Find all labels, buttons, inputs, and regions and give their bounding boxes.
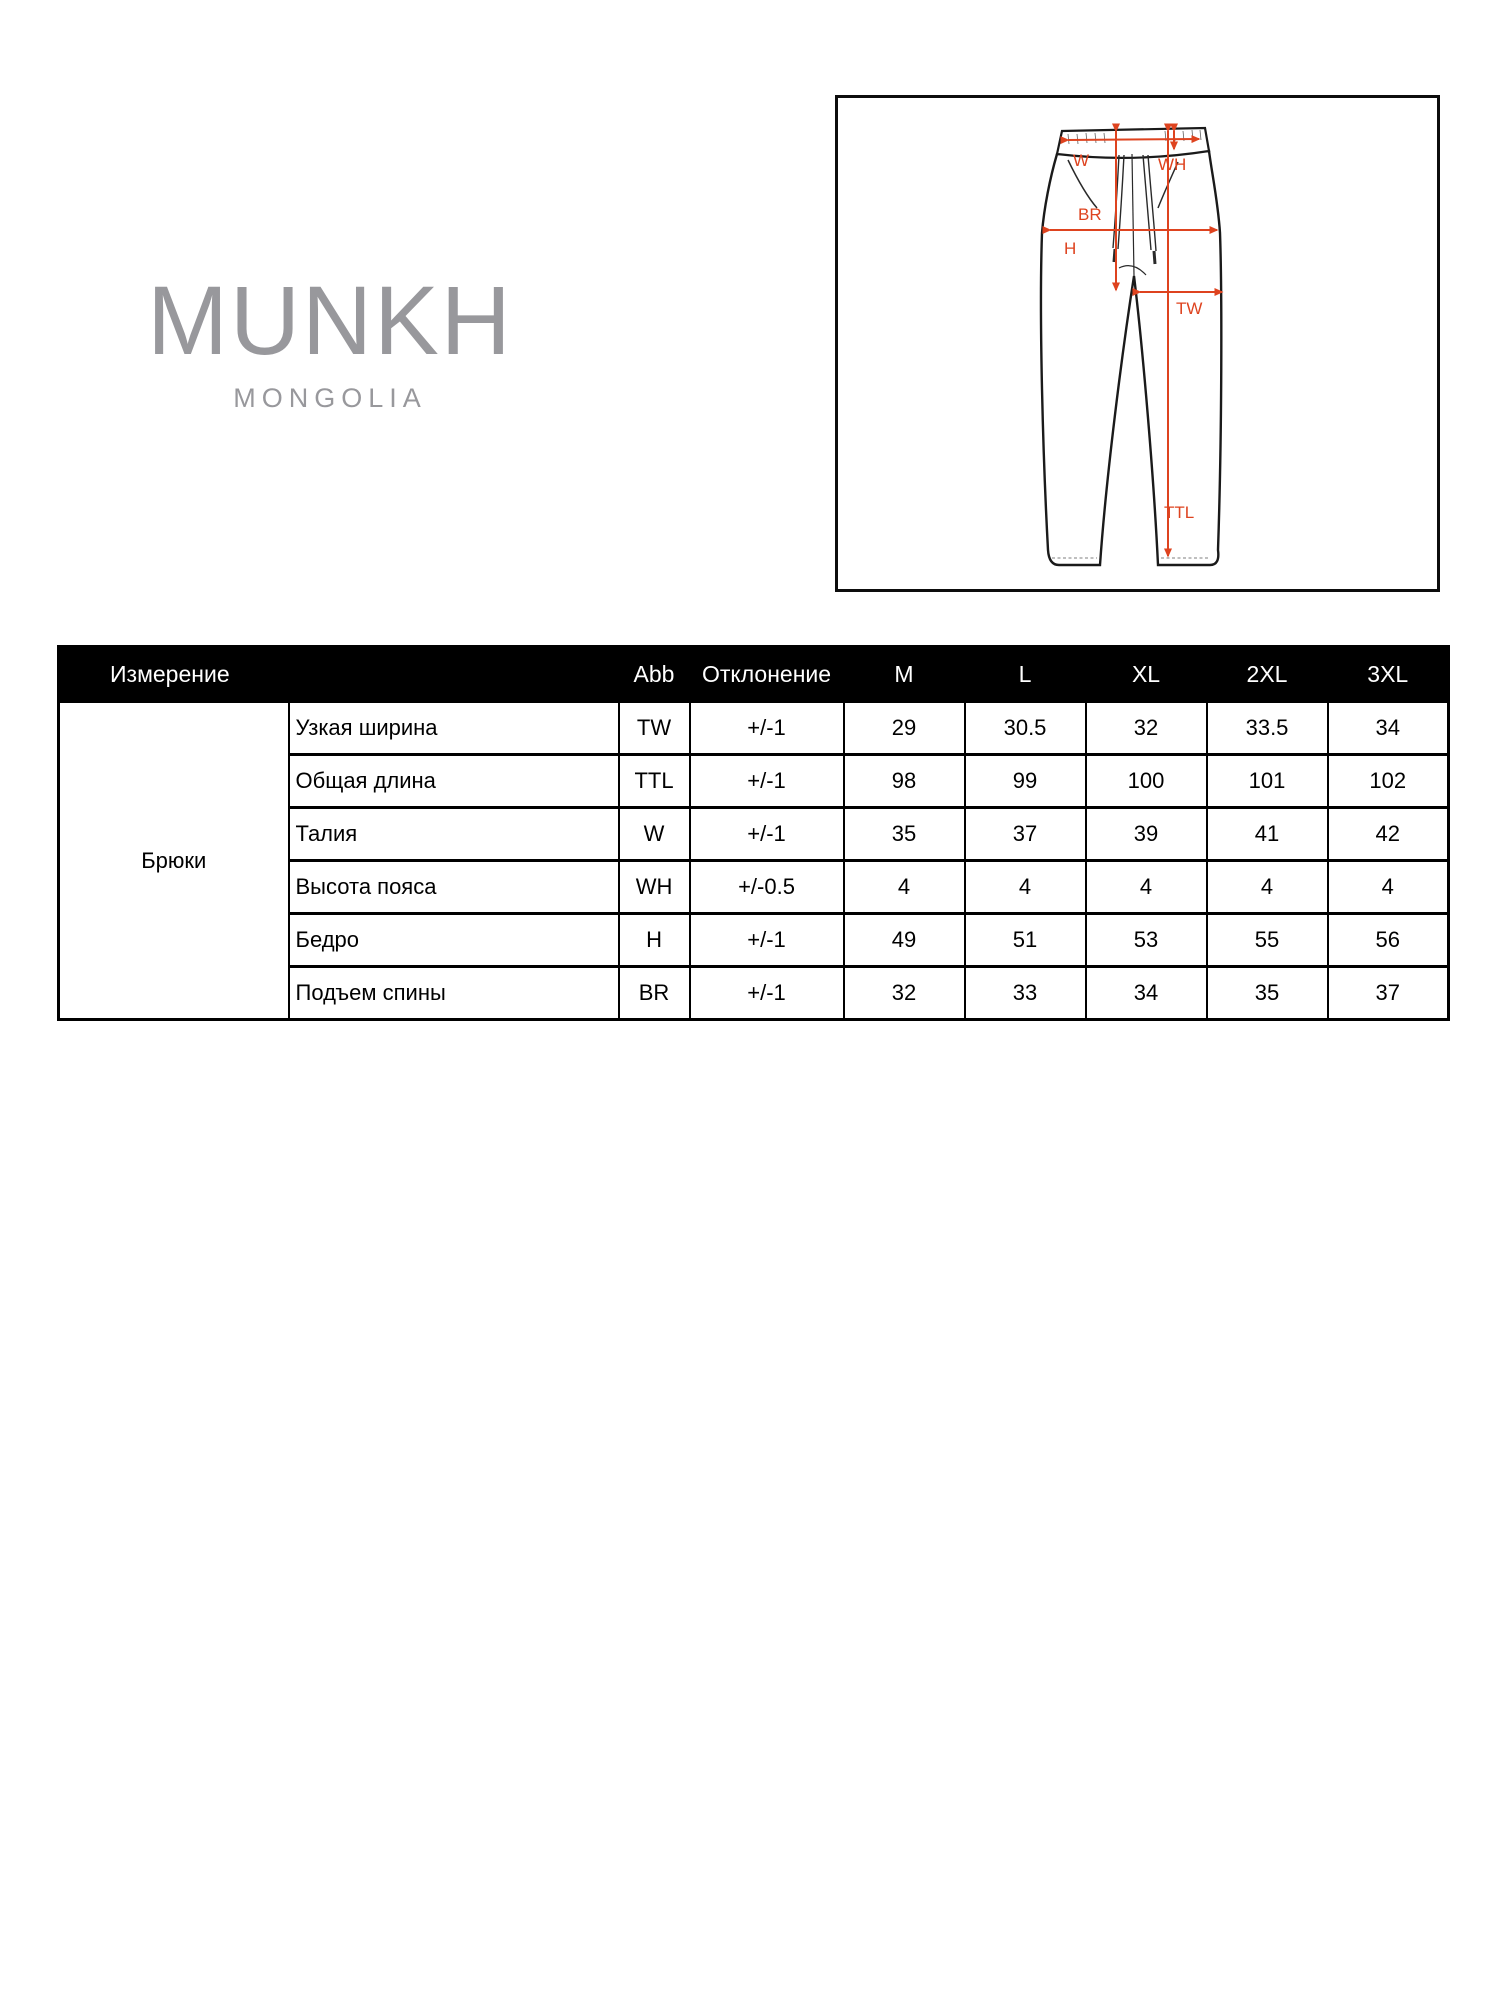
size-value-cell: 34 <box>1328 702 1449 755</box>
deviation-cell: +/-1 <box>690 808 844 861</box>
size-value-cell: 41 <box>1207 808 1328 861</box>
size-value-cell: 33.5 <box>1207 702 1328 755</box>
brand-logo <box>130 266 530 413</box>
size-value-cell: 4 <box>844 861 965 914</box>
size-value-cell: 53 <box>1086 914 1207 967</box>
size-value-cell: 37 <box>965 808 1086 861</box>
measurement-name-cell: Бедро <box>289 914 619 967</box>
waist-arrow <box>1068 139 1199 140</box>
size-value-cell: 49 <box>844 914 965 967</box>
brand-subtitle: MONGOLIA <box>233 383 427 413</box>
size-value-cell: 56 <box>1328 914 1449 967</box>
size-value-cell: 34 <box>1086 967 1207 1020</box>
size-value-cell: 4 <box>1086 861 1207 914</box>
size-value-cell: 33 <box>965 967 1086 1020</box>
deviation-cell: +/-1 <box>690 755 844 808</box>
size-value-cell: 100 <box>1086 755 1207 808</box>
deviation-cell: +/-1 <box>690 702 844 755</box>
waist-label: W <box>1073 151 1090 170</box>
size-value-cell: 102 <box>1328 755 1449 808</box>
measurement-name-cell: Высота пояса <box>289 861 619 914</box>
hip-label: H <box>1064 239 1077 258</box>
pants-measurement-diagram <box>835 95 1440 592</box>
abb-cell: TTL <box>619 755 690 808</box>
measurement-name-cell: Подъем спины <box>289 967 619 1020</box>
header-size-l: L <box>965 647 1086 702</box>
size-value-cell: 35 <box>1207 967 1328 1020</box>
abb-cell: WH <box>619 861 690 914</box>
brand-name: MUNKH <box>147 266 513 375</box>
table-row <box>59 702 1449 755</box>
size-value-cell: 55 <box>1207 914 1328 967</box>
size-chart-table <box>57 645 1450 1021</box>
header-size-3xl: 3XL <box>1328 647 1449 702</box>
header-size-xl: XL <box>1086 647 1207 702</box>
pants-outline <box>1041 128 1221 565</box>
size-value-cell: 51 <box>965 914 1086 967</box>
deviation-cell: +/-1 <box>690 967 844 1020</box>
abb-cell: W <box>619 808 690 861</box>
total-length-label: TTL <box>1164 503 1195 522</box>
header-size-m: M <box>844 647 965 702</box>
size-value-cell: 37 <box>1328 967 1449 1020</box>
size-value-cell: 42 <box>1328 808 1449 861</box>
measurement-name-cell: Узкая ширина <box>289 702 619 755</box>
thigh-width-label: TW <box>1176 299 1203 318</box>
size-value-cell: 39 <box>1086 808 1207 861</box>
size-value-cell: 32 <box>1086 702 1207 755</box>
measurement-name-cell: Талия <box>289 808 619 861</box>
header-size-2xl: 2XL <box>1207 647 1328 702</box>
deviation-cell: +/-1 <box>690 914 844 967</box>
abb-cell: H <box>619 914 690 967</box>
size-value-cell: 32 <box>844 967 965 1020</box>
size-value-cell: 99 <box>965 755 1086 808</box>
pants-diagram-svg <box>838 98 1437 589</box>
size-value-cell: 4 <box>1328 861 1449 914</box>
waistband-height-label: WH <box>1158 155 1187 174</box>
group-label-cell: Брюки <box>59 702 289 1020</box>
size-value-cell: 98 <box>844 755 965 808</box>
size-value-cell: 4 <box>965 861 1086 914</box>
deviation-cell: +/-0.5 <box>690 861 844 914</box>
measurement-name-cell: Общая длина <box>289 755 619 808</box>
header-measurement: Измерение <box>59 647 619 702</box>
header-deviation: Отклонение <box>690 647 844 702</box>
size-value-cell: 35 <box>844 808 965 861</box>
back-rise-label: BR <box>1078 205 1102 224</box>
table-header-row <box>59 647 1449 702</box>
size-value-cell: 4 <box>1207 861 1328 914</box>
size-value-cell: 101 <box>1207 755 1328 808</box>
size-value-cell: 29 <box>844 702 965 755</box>
abb-cell: BR <box>619 967 690 1020</box>
header-abb: Abb <box>619 647 690 702</box>
abb-cell: TW <box>619 702 690 755</box>
size-value-cell: 30.5 <box>965 702 1086 755</box>
